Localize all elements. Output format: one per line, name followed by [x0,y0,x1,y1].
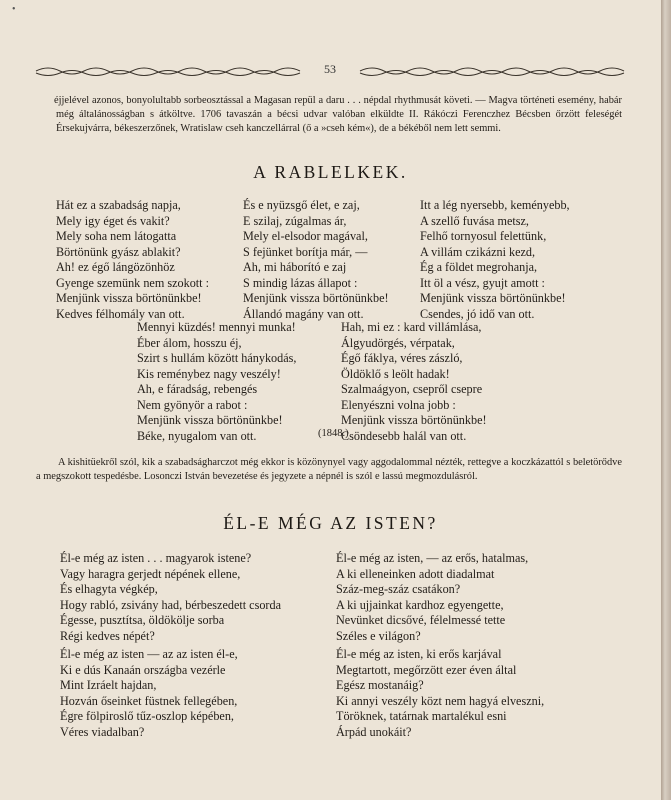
poem-line: Menjünk vissza börtönünkbe! [243,291,389,305]
poem-line: A villám czikázni kezd, [420,244,536,259]
poem-line: Él-e még az isten, ki erős karjával [336,647,502,661]
poem-line: A szellő fuvása metsz, [420,213,529,228]
poem-line: Menjünk vissza börtönünkbe! [420,291,566,305]
poem-line: S mindig lázas állapot : [243,275,358,290]
poem-line: Itt öl a vész, gyujt amott : [420,275,545,290]
poem-line: E szilaj, zúgalmas ár, [243,213,347,228]
poem-line: Ki e dús Kanaán országba vezérle [60,662,226,677]
poem-line: Gyenge szemünk nem szokott : [56,275,209,290]
poem1-stanza-1 [56,198,209,322]
commentary-text: A kishitüekről szól, kik a szabadságharczot még ekkor is közönynyel vagy aggodalommal nézték, rettegve a koczkázattól s beletörődve a megszokott tespedésbe. Losonczi István bevezetése és jegyzete a népnél is szól e lassú megmozdulásról. [36,457,622,482]
poem-line: Régi kedves népét? [60,628,155,643]
poem2-stanza-1 [60,551,281,645]
poem-line: Itt a lég nyersebb, keményebb, [420,198,570,212]
poem-line: Mely igy éget és vakit? [56,213,170,228]
poem-line: Felhő tornyosul felettünk, [420,229,547,243]
poem-line: Hah, mi ez : kard villámlása, [341,320,482,334]
poem-line: Kedves félhomály van ott. [56,306,185,321]
poem-line: Égesse, pusztítsa, öldökölje sorba [60,613,225,628]
poem1-stanza-5 [341,320,487,444]
poem-line: És elhagyta végkép, [60,582,158,597]
poem-line: Állandó magány van ott. [243,306,364,321]
poem-line: Mely el-elsodor magával, [243,229,368,243]
intro-paragraph [56,94,622,136]
poem-line: Menjünk vissza börtönünkbe! [56,291,202,305]
page-edge [661,0,671,800]
poem-line: Szirt s hullám között hánykodás, [137,351,297,365]
poem-line: Száz-meg-száz csatákon? [336,582,461,597]
poem1-stanza-2 [243,198,389,322]
poem-line: Árpád unokáit? [336,724,412,739]
poem-line: Éber álom, hosszu éj, [137,335,242,350]
poem1-title: A RABLELKEK. [253,162,408,182]
page-header [30,60,630,82]
intro-text: éjjelével azonos, bonyolultabb sorbeosztással a Magasan repül a daru . . . népdal rhythmusát követi. — Magva történeti esemény, habár még általánosságban s átköltve. 1706 tavaszán a bécsi udvar valóban elküldte II. Rákóczi Ferenczhez Bécsben őrzött feleségét Érsekujvárra, békeszerzőnek, Wratislaw cseh kanczellárral (ő a »cseh kém«), de a békéből nem lett semmi. [54,95,622,134]
corner-mark: • [12,4,16,15]
poem-line: És e nyüzsgő élet, e zaj, [243,198,360,212]
poem1-stanza-3 [420,198,570,322]
poem-line: Béke, nyugalom van ott. [137,428,257,443]
poem-line: A ki elleneinken adott diadalmat [336,566,495,581]
poem2-stanza-2 [60,647,238,741]
poem-line: Hát ez a szabadság napja, [56,198,181,212]
poem-line: Él-e még az isten — az az isten él-e, [60,647,238,661]
poem-line: Menjünk vissza börtönünkbe! [341,413,487,427]
poem-line: Öldöklő s leölt hadak! [341,366,450,381]
poem-line: Széles e világon? [336,628,421,643]
poem-line: Vagy haragra gerjedt népének ellene, [60,566,241,581]
poem2-title: ÉL-E MÉG AZ ISTEN? [223,513,438,533]
poem-line: Véres viadalban? [60,724,145,739]
poem-line: Égre fölpiroslő tűz-oszlop képében, [60,709,234,724]
poem-line: Megtartott, megőrzött ezer éven által [336,662,517,677]
poem-line: Nevünket dicsővé, félelmessé tette [336,613,506,628]
poem-line: Szalmaágyon, csepről cseprе [341,382,483,396]
poem-line: Mennyi küzdés! mennyi munka! [137,320,296,334]
poem-line: A ki ujjainkat kardhoz egyengette, [336,597,504,612]
poem-line: Él-e még az isten . . . magyarok istene? [60,551,252,565]
poem-line: Ki annyi veszély közt nem hagyá elveszni, [336,693,545,708]
poem-line: Kis reménybez nagy veszély! [137,366,281,381]
poem-line: S fejünket borítja már, — [243,244,368,259]
poem2-stanza-4 [336,647,544,741]
poem-line: Nem gyönyör a rabot : [137,397,248,412]
poem2-stanza-3 [336,551,528,645]
poem-line: Álgyudörgés, vérpatak, [341,335,455,350]
poem-line: Hozván őseinket füstnek fellegében, [60,693,238,708]
poem-line: Él-e még az isten, — az erős, hatalmas, [336,551,529,565]
poem-line: Hogy rabló, zsivány had, bérbeszedett csorda [60,597,281,612]
poem-line: Elenyészni volna jobb : [341,397,456,412]
poem-line: Egész mostanáig? [336,678,424,693]
poem-line: Börtönünk gyász ablakit? [56,244,181,259]
poem1-stanza-4 [137,320,296,444]
poem-line: Mint Izráelt hajdan, [60,678,157,693]
poem1-year: (1848.) [318,428,349,439]
commentary-paragraph [36,456,622,484]
poem-line: Égő fáklya, véres zászló, [341,351,463,365]
poem-line: Ah, e fáradság, rebengés [137,382,258,396]
poem-line: Menjünk vissza börtönünkbe! [137,413,283,427]
poem-line: Töröknek, tatárnak martalékul esni [336,709,507,724]
poem-line: Csöndesebb halál van ott. [341,428,467,443]
poem-line: Ah, mi háborító e zaj [243,260,347,274]
poem-line: Csendes, jó idő van ott. [420,306,535,321]
page-number: 53 [324,62,336,76]
poem-line: Ah! ez égő lángözönhöz [56,260,175,274]
poem-line: Mely soha nem látogatta [56,229,177,243]
poem-line: Ég a földet megrohanja, [420,260,538,274]
